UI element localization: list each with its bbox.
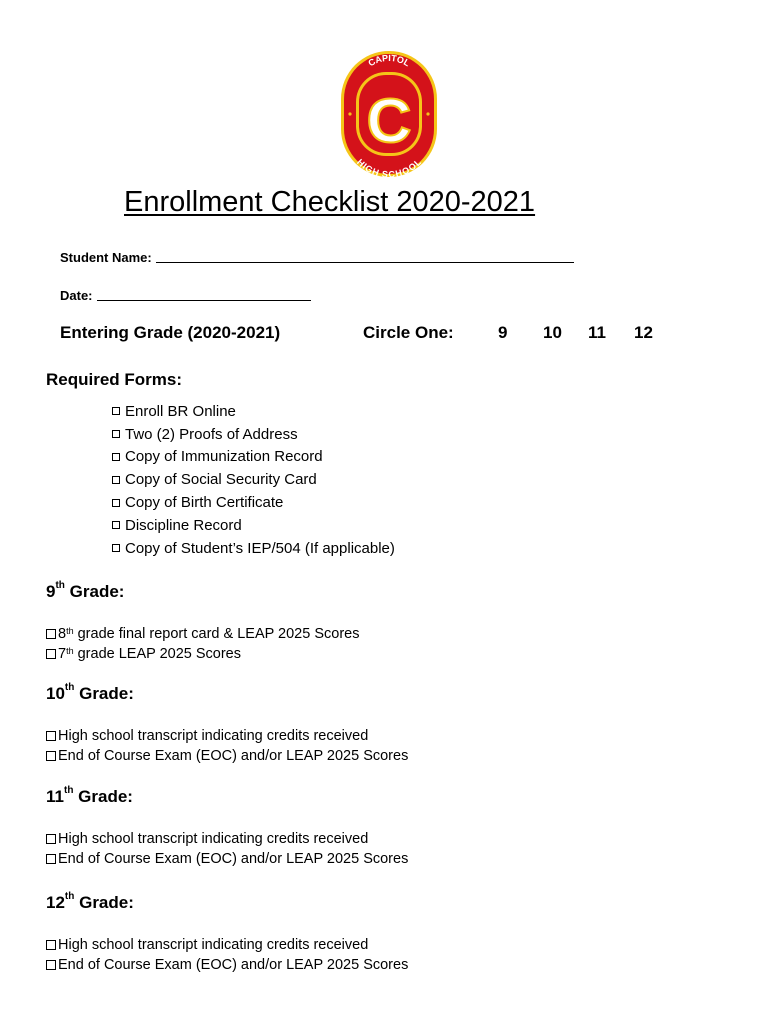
list-item-label: 7th grade LEAP 2025 Scores (58, 646, 241, 662)
required-form-item (112, 446, 395, 469)
list-item (46, 935, 408, 955)
checkbox[interactable] (112, 407, 120, 415)
grade-11-list (46, 829, 408, 869)
required-form-item (112, 491, 395, 514)
date-label: Date: (60, 288, 93, 303)
logo-dot-right (426, 112, 429, 115)
checkbox[interactable] (46, 649, 56, 659)
list-item (46, 624, 359, 644)
student-name-line[interactable] (156, 262, 574, 263)
date-line[interactable] (97, 300, 311, 301)
list-item-label: End of Course Exam (EOC) and/or LEAP 2025 Scores (58, 957, 409, 973)
grade-option-10[interactable]: 10 (543, 323, 562, 342)
list-item (46, 955, 408, 975)
entering-grade-label: Entering Grade (2020-2021) (60, 323, 281, 342)
list-item (46, 746, 408, 766)
capitol-high-school-logo (340, 50, 438, 178)
list-item-label: High school transcript indicating credits received (58, 937, 369, 953)
list-item-label: High school transcript indicating credits received (58, 831, 369, 847)
grade-9-heading: 9th Grade: (46, 580, 125, 601)
circle-one-label: Circle One: (363, 323, 454, 342)
checkbox[interactable] (46, 960, 56, 970)
checkbox[interactable] (112, 521, 120, 529)
grade-9-list (46, 624, 359, 664)
grade-option-11[interactable]: 11 (588, 323, 606, 342)
list-item (46, 849, 408, 869)
checkbox[interactable] (46, 834, 56, 844)
list-item-label: End of Course Exam (EOC) and/or LEAP 2025 Scores (58, 748, 409, 764)
page-title: Enrollment Checklist 2020-2021 (124, 186, 536, 218)
list-item-label: 8th grade final report card & LEAP 2025 Scores (58, 626, 360, 642)
grade-12-heading: 12th Grade: (46, 891, 134, 912)
required-form-item (112, 423, 395, 446)
list-item-label: High school transcript indicating credits received (58, 728, 369, 744)
checkbox[interactable] (112, 453, 120, 461)
grade-option-12[interactable]: 12 (634, 323, 653, 342)
checkbox[interactable] (112, 499, 120, 507)
grade-10-list (46, 726, 408, 766)
required-form-label: Copy of Immunization Record (125, 448, 323, 466)
logo-bottom-text: HIGH SCHOOL (354, 157, 424, 178)
student-name-label: Student Name: (60, 250, 152, 265)
checkbox[interactable] (46, 731, 56, 741)
checkbox[interactable] (112, 476, 120, 484)
required-forms-heading: Required Forms: (46, 370, 183, 389)
required-form-label: Copy of Birth Certificate (125, 494, 284, 512)
checkbox[interactable] (112, 544, 120, 552)
grade-12-list (46, 935, 408, 975)
required-form-label: Two (2) Proofs of Address (125, 425, 298, 443)
required-form-item (112, 400, 395, 423)
required-form-label: Enroll BR Online (125, 402, 236, 420)
grade-11-heading: 11th Grade: (46, 785, 133, 806)
logo-dot-left (348, 112, 351, 115)
required-form-item (112, 468, 395, 491)
student-name-field[interactable] (60, 250, 574, 265)
checkbox[interactable] (46, 629, 56, 639)
required-form-label: Copy of Social Security Card (125, 471, 317, 489)
grade-10-heading: 10th Grade: (46, 682, 134, 703)
required-form-label: Discipline Record (125, 516, 242, 534)
entering-grade-row (60, 323, 720, 345)
list-item (46, 644, 359, 664)
checkbox[interactable] (112, 430, 120, 438)
required-form-item (112, 537, 395, 560)
logo-letter: C (366, 87, 412, 156)
checkbox[interactable] (46, 940, 56, 950)
checkbox[interactable] (46, 854, 56, 864)
list-item-label: End of Course Exam (EOC) and/or LEAP 2025 Scores (58, 851, 409, 867)
checkbox[interactable] (46, 751, 56, 761)
list-item (46, 829, 408, 849)
logo-top-text: CAPITOL (366, 52, 412, 69)
grade-option-9[interactable]: 9 (498, 323, 508, 342)
required-form-label: Copy of Student’s IEP/504 (If applicable) (125, 539, 395, 557)
required-forms-list (112, 400, 395, 560)
date-field[interactable] (60, 288, 311, 303)
list-item (46, 726, 408, 746)
required-form-item (112, 514, 395, 537)
